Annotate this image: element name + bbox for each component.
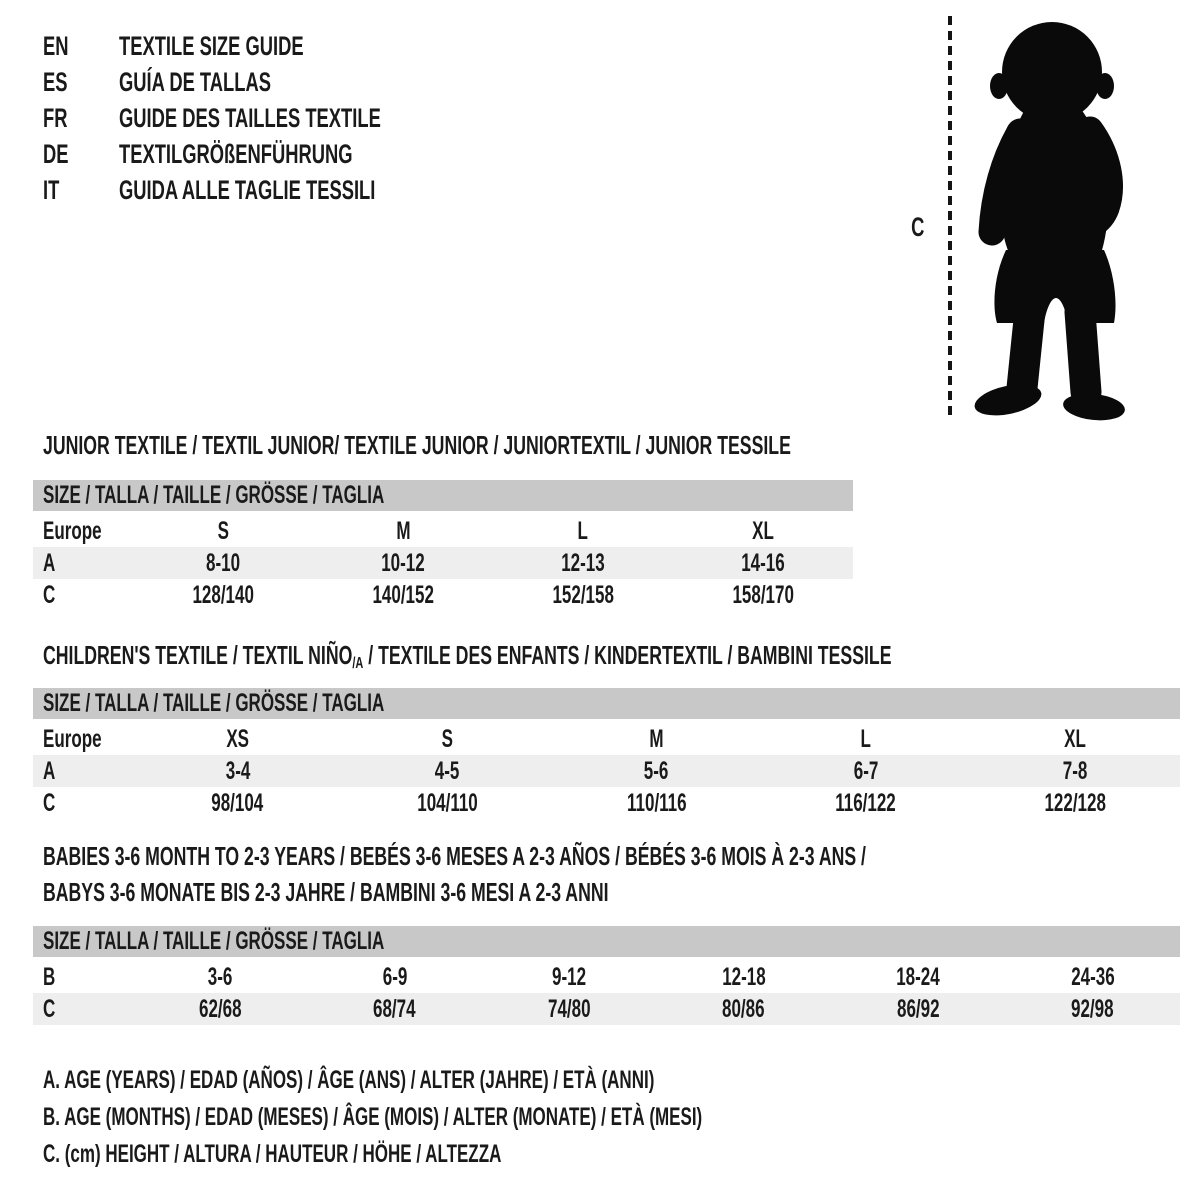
language-code: ES (43, 66, 68, 97)
height-measure-label: C (911, 212, 925, 242)
table-cell: 68/74 (373, 994, 417, 1023)
column-header: XL (1064, 724, 1087, 753)
children-size-table (33, 688, 1180, 819)
table-cell: 86/92 (896, 994, 940, 1023)
junior-size-header: SIZE / TALLA / TAILLE / GRÖSSE / TAGLIA (33, 480, 853, 511)
table-cell: 62/68 (198, 994, 242, 1023)
height-measure-dashed-line (948, 16, 952, 416)
column-header: S (217, 516, 229, 545)
junior-age-row (33, 547, 853, 579)
language-title: TEXTILE SIZE GUIDE (119, 30, 304, 61)
table-cell: 18-24 (896, 962, 940, 991)
table-cell: 4-5 (434, 756, 460, 785)
column-header: XL (752, 516, 774, 545)
region-label: Europe (43, 724, 102, 753)
row-label: C (43, 788, 56, 817)
row-label: B (43, 962, 56, 991)
table-cell: 3-6 (207, 962, 233, 991)
row-label: A (43, 548, 56, 577)
language-row-en (43, 28, 504, 64)
babies-months-row (33, 961, 1180, 993)
table-cell: 10-12 (381, 548, 425, 577)
babies-section-title-line1: BABIES 3-6 MONTH TO 2-3 YEARS / BEBÉS 3-6 MESES A 2-3 AÑOS / BÉBÉS 3-6 MOIS À 2-3 ANS / (43, 841, 866, 871)
junior-section-title: JUNIOR TEXTILE / TEXTIL JUNIOR/ TEXTILE JUNIOR / JUNIORTEXTIL / JUNIOR TESSILE (43, 430, 791, 460)
row-label: A (43, 756, 56, 785)
language-list (43, 28, 504, 208)
language-title: GUÍA DE TALLAS (119, 66, 271, 97)
children-height-row (33, 787, 1180, 819)
junior-height-row (33, 579, 853, 611)
baby-silhouette-icon (964, 10, 1148, 422)
table-cell: 5-6 (644, 756, 669, 785)
table-cell: 9-12 (552, 962, 587, 991)
children-size-header: SIZE / TALLA / TAILLE / GRÖSSE / TAGLIA (33, 688, 1180, 719)
table-cell: 12-13 (561, 548, 605, 577)
column-header: L (577, 516, 589, 545)
table-cell: 128/140 (192, 580, 254, 609)
column-header: XS (226, 724, 250, 753)
language-row-it (43, 172, 504, 208)
table-cell: 110/116 (626, 788, 687, 817)
table-cell: 74/80 (547, 994, 591, 1023)
column-header: L (860, 724, 872, 753)
table-cell: 92/98 (1071, 994, 1115, 1023)
language-title: TEXTILGRÖßENFÜHRUNG (119, 138, 353, 169)
table-cell: 158/170 (732, 580, 794, 609)
table-cell: 152/158 (552, 580, 614, 609)
junior-size-table (33, 480, 853, 611)
table-cell: 80/86 (722, 994, 766, 1023)
title-subscript: /A (352, 654, 364, 673)
language-row-es (43, 64, 504, 100)
legend-line-a: A. AGE (YEARS) / EDAD (AÑOS) / ÂGE (ANS) / ALTER (JAHRE) / ETÀ (ANNI) (43, 1066, 655, 1094)
babies-section-title-line2: BABYS 3-6 MONATE BIS 2-3 JAHRE / BAMBINI 3-6 MESI A 2-3 ANNI (43, 877, 609, 907)
table-cell: 7-8 (1063, 756, 1088, 785)
row-label: C (43, 580, 56, 609)
language-code: DE (43, 138, 69, 169)
column-header: M (649, 724, 664, 753)
table-cell: 6-7 (853, 756, 879, 785)
table-cell: 14-16 (741, 548, 785, 577)
region-label: Europe (43, 516, 102, 545)
language-title: GUIDA ALLE TAGLIE TESSILI (119, 174, 376, 205)
legend-line-c: C. (cm) HEIGHT / ALTURA / HAUTEUR / HÖHE / ALTEZZA (43, 1140, 502, 1168)
children-age-row (33, 755, 1180, 787)
table-cell: 122/128 (1044, 788, 1107, 817)
language-code: IT (43, 174, 60, 205)
legend (43, 1062, 1012, 1173)
children-section-title: CHILDREN'S TEXTILE / TEXTIL $NIÑO_{/A}$ / TEXTILE DES ENFANTS / KINDERTEXTIL / BAMBINI TESSILE (43, 640, 892, 673)
table-cell: 6-9 (382, 962, 408, 991)
babies-height-row (33, 993, 1180, 1025)
table-cell: 140/152 (372, 580, 434, 609)
table-cell: 104/110 (416, 788, 478, 817)
junior-columns-row (33, 515, 853, 547)
legend-line-b: B. AGE (MONTHS) / EDAD (MESES) / ÂGE (MOIS) / ALTER (MONATE) / ETÀ (MESI) (43, 1103, 703, 1131)
language-code: FR (43, 102, 68, 133)
row-label: C (43, 994, 56, 1023)
table-cell: 3-4 (225, 756, 250, 785)
table-cell: 8-10 (205, 548, 241, 577)
column-header: M (395, 516, 411, 545)
table-cell: 98/104 (211, 788, 264, 817)
babies-size-table (33, 926, 1180, 1025)
table-cell: 12-18 (721, 962, 766, 991)
babies-size-header: SIZE / TALLA / TAILLE / GRÖSSE / TAGLIA (33, 926, 1180, 957)
table-cell: 116/122 (835, 788, 897, 817)
language-code: EN (43, 30, 69, 61)
children-columns-row (33, 723, 1180, 755)
language-row-fr (43, 100, 504, 136)
column-header: S (441, 724, 453, 753)
language-row-de (43, 136, 504, 172)
table-cell: 24-36 (1070, 962, 1115, 991)
language-title: GUIDE DES TAILLES TEXTILE (119, 102, 381, 133)
